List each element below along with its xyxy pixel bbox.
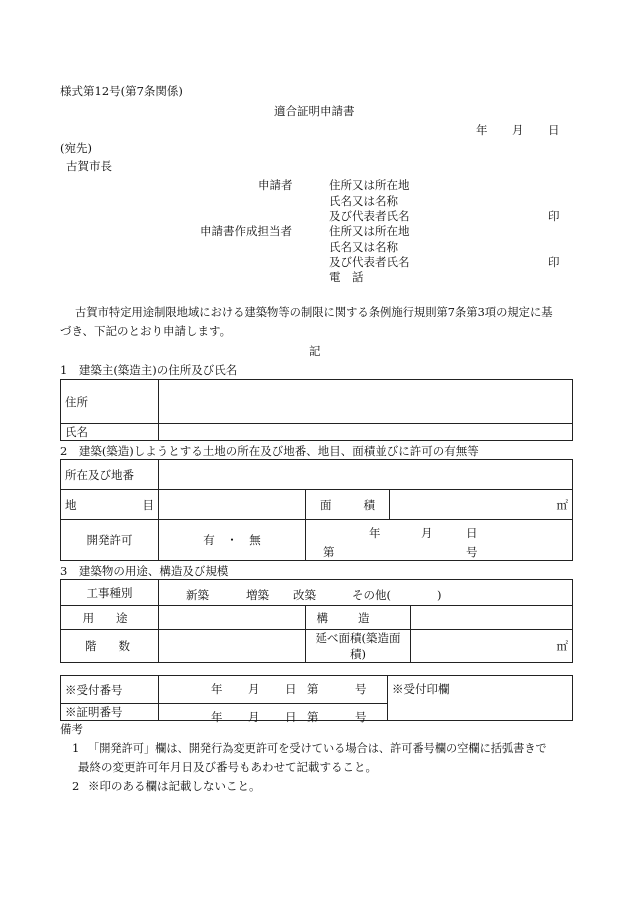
preparer-phone-label: 電 話 xyxy=(329,270,364,284)
name-label: 氏名 xyxy=(65,425,88,439)
section3-table xyxy=(60,579,573,663)
permit-options[interactable]: 有 ・ 無 xyxy=(159,520,306,561)
cert-go: 号 xyxy=(355,710,367,724)
receipt-number-field[interactable] xyxy=(159,676,388,704)
permit-date-number[interactable] xyxy=(306,520,573,561)
applicant-rep-label: 及び代表者氏名 xyxy=(329,209,410,223)
floor-area-field[interactable] xyxy=(411,630,573,663)
work-type-remodel[interactable]: 改築 xyxy=(293,588,316,602)
use-label: 用途 xyxy=(82,610,150,625)
permit-number-dai: 第 xyxy=(323,545,335,559)
floors-field[interactable] xyxy=(159,630,306,663)
permit-label: 開発許可 xyxy=(61,520,159,561)
note1-line2: 最終の変更許可年月日及び番号もあわせて記載すること。 xyxy=(78,760,377,774)
address-label-cell xyxy=(61,380,159,424)
receipt-stamp-area xyxy=(388,676,573,721)
note2-number: 2 xyxy=(72,779,80,793)
cert-number-field[interactable] xyxy=(159,704,388,724)
receipt-dai: 第 xyxy=(307,682,319,696)
floor-area-unit: ㎡ xyxy=(556,639,568,653)
addressee: 古賀市長 xyxy=(66,159,112,173)
structure-label: 構造 xyxy=(306,606,411,630)
preparer-rep-label: 及び代表者氏名 xyxy=(329,255,410,269)
area-field[interactable] xyxy=(390,490,573,520)
permit-month: 月 xyxy=(421,526,433,540)
location-field[interactable] xyxy=(159,460,573,490)
cert-day: 日 xyxy=(285,710,297,724)
work-type-other[interactable]: その他( ) xyxy=(352,588,442,602)
area-label: 面積 xyxy=(306,490,390,520)
cert-dai: 第 xyxy=(307,710,319,724)
receipt-day: 日 xyxy=(285,682,297,696)
section3-heading: 3 建築物の用途、構造及び規模 xyxy=(60,564,229,578)
date-day: 日 xyxy=(548,123,560,137)
floors-label: 階数 xyxy=(85,639,152,653)
name-label-cell xyxy=(61,424,159,441)
section2-heading: 2 建築(築造)しようとする土地の所在及び地番、地目、面積並びに許可の有無等 xyxy=(60,444,479,458)
receipt-go: 号 xyxy=(355,682,367,696)
preparer-name-label: 氏名又は名称 xyxy=(329,240,398,254)
work-type-new[interactable]: 新築 xyxy=(186,588,209,602)
floor-area-label: 延べ面積(築造面積) xyxy=(306,630,411,663)
area-unit: ㎡ xyxy=(556,497,568,512)
note1-number: 1 xyxy=(72,741,80,755)
category-field[interactable] xyxy=(159,490,306,520)
receipt-stamp-label: ※受付印欄 xyxy=(392,682,450,696)
category-label: 地目 xyxy=(61,490,159,520)
address-label: 住所 xyxy=(65,394,88,409)
preparer-role: 申請書作成担当者 xyxy=(200,224,292,238)
location-label: 所在及び地番 xyxy=(61,460,159,490)
work-type-extend[interactable]: 増築 xyxy=(246,588,269,602)
structure-field[interactable] xyxy=(411,606,573,630)
permit-number-go: 号 xyxy=(466,545,478,559)
use-field[interactable] xyxy=(159,606,306,630)
section1-heading: 1 建築主(築造主)の住所及び氏名 xyxy=(60,363,238,377)
receipt-month: 月 xyxy=(248,682,260,696)
applicant-address-label: 住所又は所在地 xyxy=(329,178,410,192)
section1-table xyxy=(60,379,573,441)
permit-year: 年 xyxy=(369,526,381,540)
cert-number-label: ※証明番号 xyxy=(61,704,159,721)
note1-line1: 「開発許可」欄は、開発行為変更許可を受けている場合は、許可番号欄の空欄に括弧書きで xyxy=(88,742,547,755)
form-title: 適合証明申請書 xyxy=(274,104,355,118)
date-year: 年 xyxy=(476,123,488,137)
body-text-line2: づき、下記のとおり申請します。 xyxy=(60,324,232,338)
applicant-seal: 印 xyxy=(548,209,560,223)
preparer-address-label: 住所又は所在地 xyxy=(329,224,410,238)
cert-month: 月 xyxy=(248,710,260,724)
applicant-role: 申請者 xyxy=(258,178,293,192)
name-field[interactable] xyxy=(159,424,573,441)
permit-day: 日 xyxy=(466,526,478,540)
form-number: 様式第12号(第7条関係) xyxy=(60,84,183,98)
ki-marker: 記 xyxy=(309,344,321,358)
body-text-line1: 古賀市特定用途制限地域における建築物等の制限に関する条例施行規則第7条第3項の規定に基 xyxy=(75,306,553,319)
preparer-seal: 印 xyxy=(548,255,560,269)
applicant-name-label: 氏名又は名称 xyxy=(329,194,398,208)
work-type-label: 工事種別 xyxy=(61,580,159,606)
cert-year: 年 xyxy=(211,710,223,724)
date-month: 月 xyxy=(512,123,524,137)
address-field[interactable] xyxy=(159,380,573,424)
section2-table xyxy=(60,459,573,561)
note2-text: ※印のある欄は記載しないこと。 xyxy=(88,779,261,793)
addressee-label: (宛先) xyxy=(60,141,92,155)
receipt-year: 年 xyxy=(211,682,223,696)
office-use-table xyxy=(60,675,573,724)
floors-label-cell xyxy=(61,630,159,663)
notes-heading: 備考 xyxy=(60,722,83,736)
receipt-number-label: ※受付番号 xyxy=(61,676,159,704)
use-label-cell xyxy=(61,606,159,630)
work-type-options[interactable] xyxy=(159,580,573,606)
